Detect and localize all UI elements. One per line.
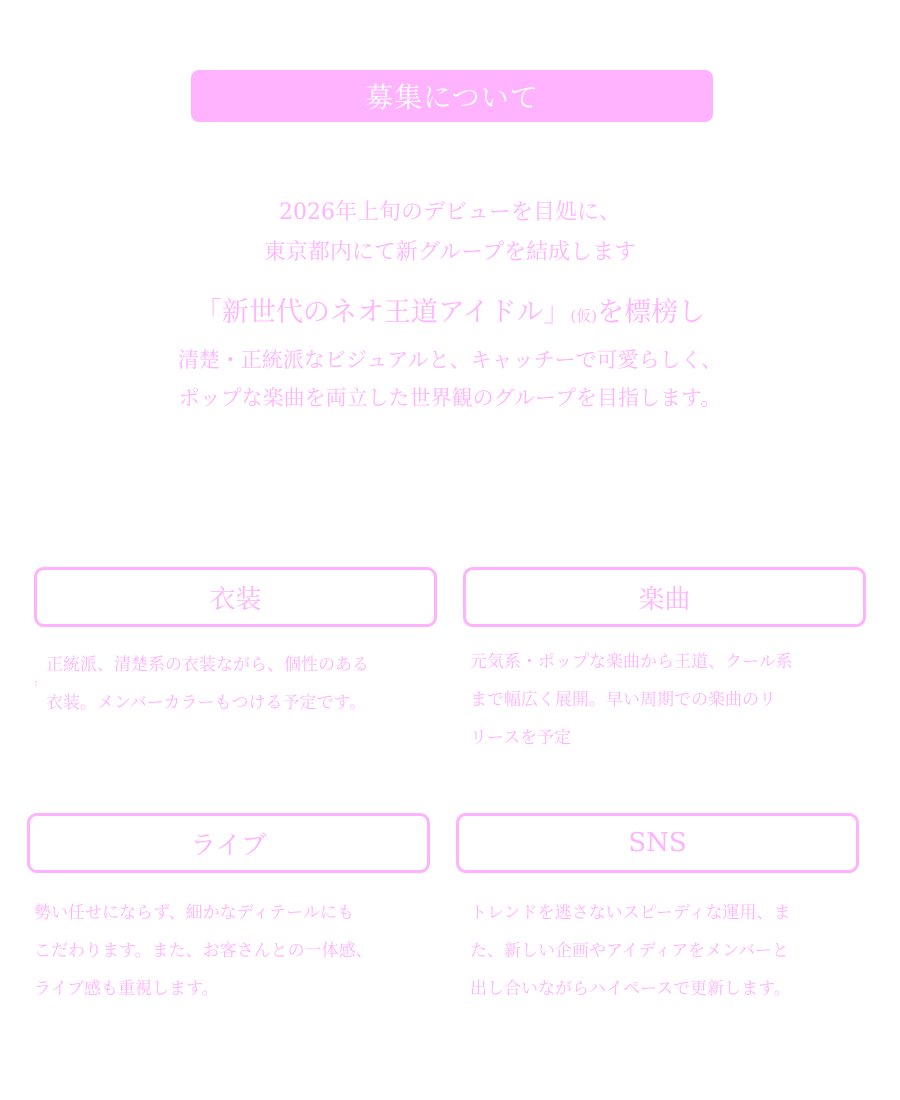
intro-tagline	[0, 293, 900, 336]
card-text-line: 正統派、清楚系の衣装ながら、個性のある	[46, 655, 369, 675]
card-text-line: 衣装。メンバーカラーもつける予定です。	[46, 693, 367, 713]
card-text-line: こだわります。また、お客さんとの一体感、	[34, 941, 373, 961]
card-description-costume	[46, 646, 446, 722]
card-title-costume	[34, 567, 437, 627]
card-text-line: 勢い任せにならず、細かなディテールにも	[34, 903, 354, 923]
card-description-sns	[470, 894, 870, 1008]
card-title-text: ライブ	[190, 830, 267, 861]
section-title: 募集について	[365, 81, 539, 114]
section-title-banner	[191, 70, 713, 122]
intro-block-1	[0, 193, 900, 273]
card-text-line: トレンドを逃さないスピーディな運用、ま	[470, 903, 791, 923]
tagline-small: (仮)	[570, 307, 598, 325]
tagline-main: 「新世代のネオ王道アイドル」	[194, 297, 571, 328]
card-text-line: 出し合いながらハイペースで更新します。	[470, 979, 791, 999]
card-text-line: 元気系・ポップな楽曲から王道、クール系	[470, 652, 793, 672]
card-title-music	[463, 567, 866, 627]
card-title-live	[27, 813, 430, 873]
card-description-music	[470, 643, 870, 757]
card-text-line: ライブ感も重視します。	[34, 979, 219, 999]
card-title-text: SNS	[628, 828, 687, 858]
intro-block-2	[0, 341, 900, 417]
stray-mark: :	[34, 676, 38, 689]
intro-line-1: 2026年上旬のデビューを目処に、	[279, 200, 621, 225]
card-description-live	[34, 894, 434, 1008]
card-title-text: 楽曲	[638, 584, 691, 615]
card-text-line: リースを予定	[470, 728, 572, 748]
card-title-sns	[456, 813, 859, 873]
card-title-text: 衣装	[209, 584, 262, 615]
intro-line-5: ポップな楽曲を両立した世界観のグループを目指します。	[178, 386, 722, 410]
card-text-line: まで幅広く展開。早い周期での楽曲のリ	[470, 690, 776, 710]
intro-line-4: 清楚・正統派なビジュアルと、キャッチーで可愛らしく、	[177, 348, 723, 372]
card-text-line: た、新しい企画やアイディアをメンバーと	[470, 941, 789, 961]
tagline-end: を標榜し	[597, 297, 706, 328]
intro-line-2: 東京都内にて新グループを結成します	[263, 240, 637, 265]
